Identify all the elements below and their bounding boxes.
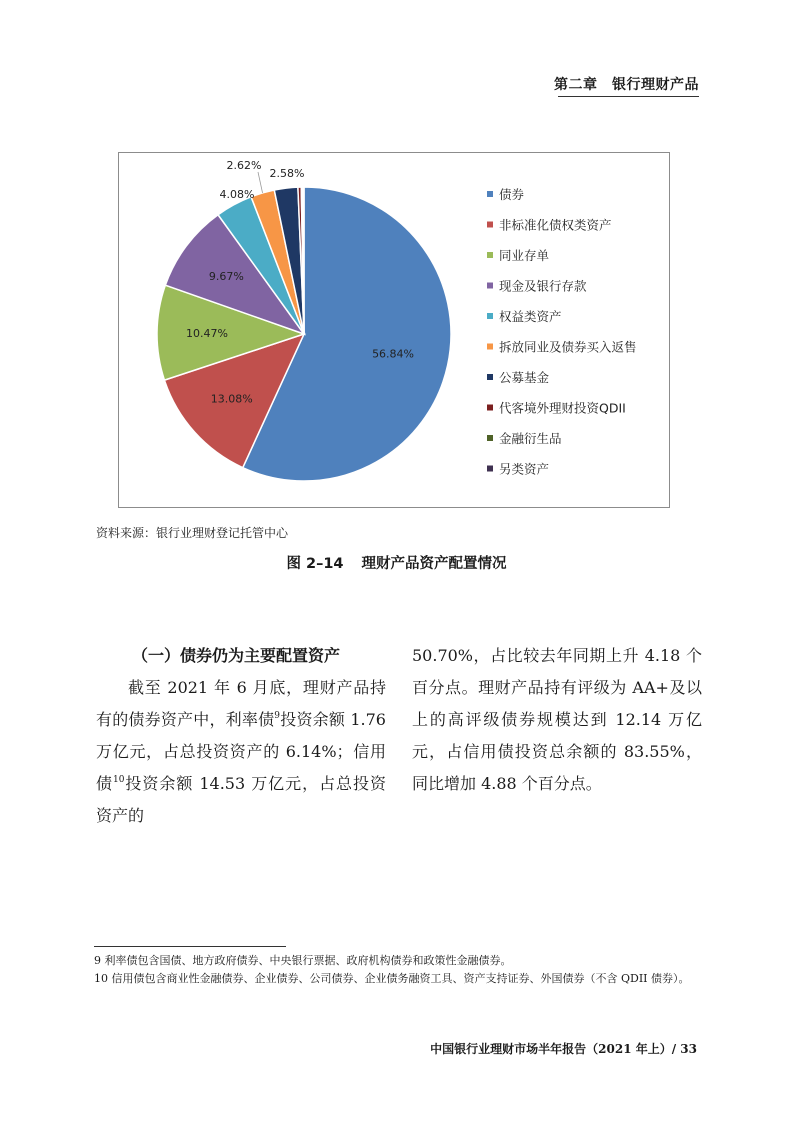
body-text-a: 截至 2021 年 6 月底，理财产品持有的债券资产中，利率债 [96, 678, 386, 729]
body-text-b: 投资余额 1.76 万亿元，占总投资资产的 6.14%；信用债 [96, 710, 386, 793]
left-column [96, 640, 386, 832]
slice-label-1: 13.08% [210, 392, 253, 406]
legend-swatch-9 [487, 466, 493, 472]
legend-label-3: 现金及银行存款 [499, 278, 587, 294]
legend-swatch-3 [487, 283, 493, 289]
chapter-header: 第二章 银行理财产品 [554, 77, 699, 93]
slice-label-0: 56.84% [372, 347, 415, 361]
legend-label-6: 公募基金 [499, 370, 550, 385]
slice-label-3: 9.67% [208, 269, 244, 283]
legend-label-9: 另类资产 [499, 461, 550, 477]
body-paragraph-continued: 50.70%，占比较去年同期上升 4.18 个百分点。理财产品持有评级为 AA+及以上的高评级债券规模达到 12.14 万亿元，占信用债投资总余额的 83.55%，同比增加 4.88 个百分点。 [412, 646, 702, 793]
legend-swatch-4 [487, 313, 493, 319]
source-note: 资料来源：银行业理财登记托管中心 [96, 526, 289, 540]
pie-chart [118, 152, 670, 508]
figure-title: 理财产品资产配置情况 [361, 556, 507, 572]
page-footer: 中国银行业理财市场半年报告（2021 年上）/ 33 [430, 1042, 697, 1056]
body-text-c: 投资余额 14.53 万亿元，占总投资资产的 [96, 774, 386, 825]
legend-swatch-5 [487, 344, 493, 350]
body-paragraph [96, 672, 386, 832]
legend-swatch-7 [487, 405, 493, 411]
legend-label-4: 权益类资产 [499, 309, 562, 324]
legend-label-8: 金融衍生品 [499, 431, 562, 446]
legend-swatch-1 [487, 222, 493, 228]
legend-label-2: 同业存单 [499, 248, 550, 263]
footnote-9: 9 利率债包含国债、地方政府债券、中央银行票据、政府机构债券和政策性金融债券。 [94, 954, 512, 967]
figure-number: 图 2–14 [286, 556, 344, 572]
legend-label-5: 拆放同业及债券买入返售 [499, 339, 637, 355]
legend-label-0: 债券 [499, 187, 525, 202]
slice-label-5: 2.62% [226, 159, 262, 172]
legend-label-7: 代客境外理财投资QDII [499, 400, 626, 416]
legend-swatch-0 [487, 191, 493, 197]
slice-label-2: 10.47% [186, 327, 228, 341]
leader-line-5 [258, 172, 263, 193]
legend-swatch-6 [487, 374, 493, 380]
legend-label-1: 非标准化债权类资产 [499, 217, 612, 233]
header-rule [558, 96, 699, 97]
legend-swatch-2 [487, 252, 493, 258]
footnote-10: 10 信用债包含商业性金融债券、企业债券、公司债券、企业债务融资工具、资产支持证券、外国债券（不含 QDII 债券）。 [94, 972, 690, 985]
slice-label-4: 4.08% [219, 188, 255, 201]
pie-chart-svg [119, 153, 671, 509]
right-column [412, 640, 702, 800]
footnote-rule [94, 946, 286, 947]
footnote-mark-9[interactable]: 9 [274, 711, 281, 721]
section-title: （一）债券仍为主要配置资产 [132, 646, 341, 665]
footnote-mark-10[interactable]: 10 [112, 775, 125, 785]
figure-caption [0, 552, 793, 573]
legend-swatch-8 [487, 435, 493, 441]
footnotes [94, 952, 698, 988]
slice-label-6: 2.58% [269, 167, 305, 180]
